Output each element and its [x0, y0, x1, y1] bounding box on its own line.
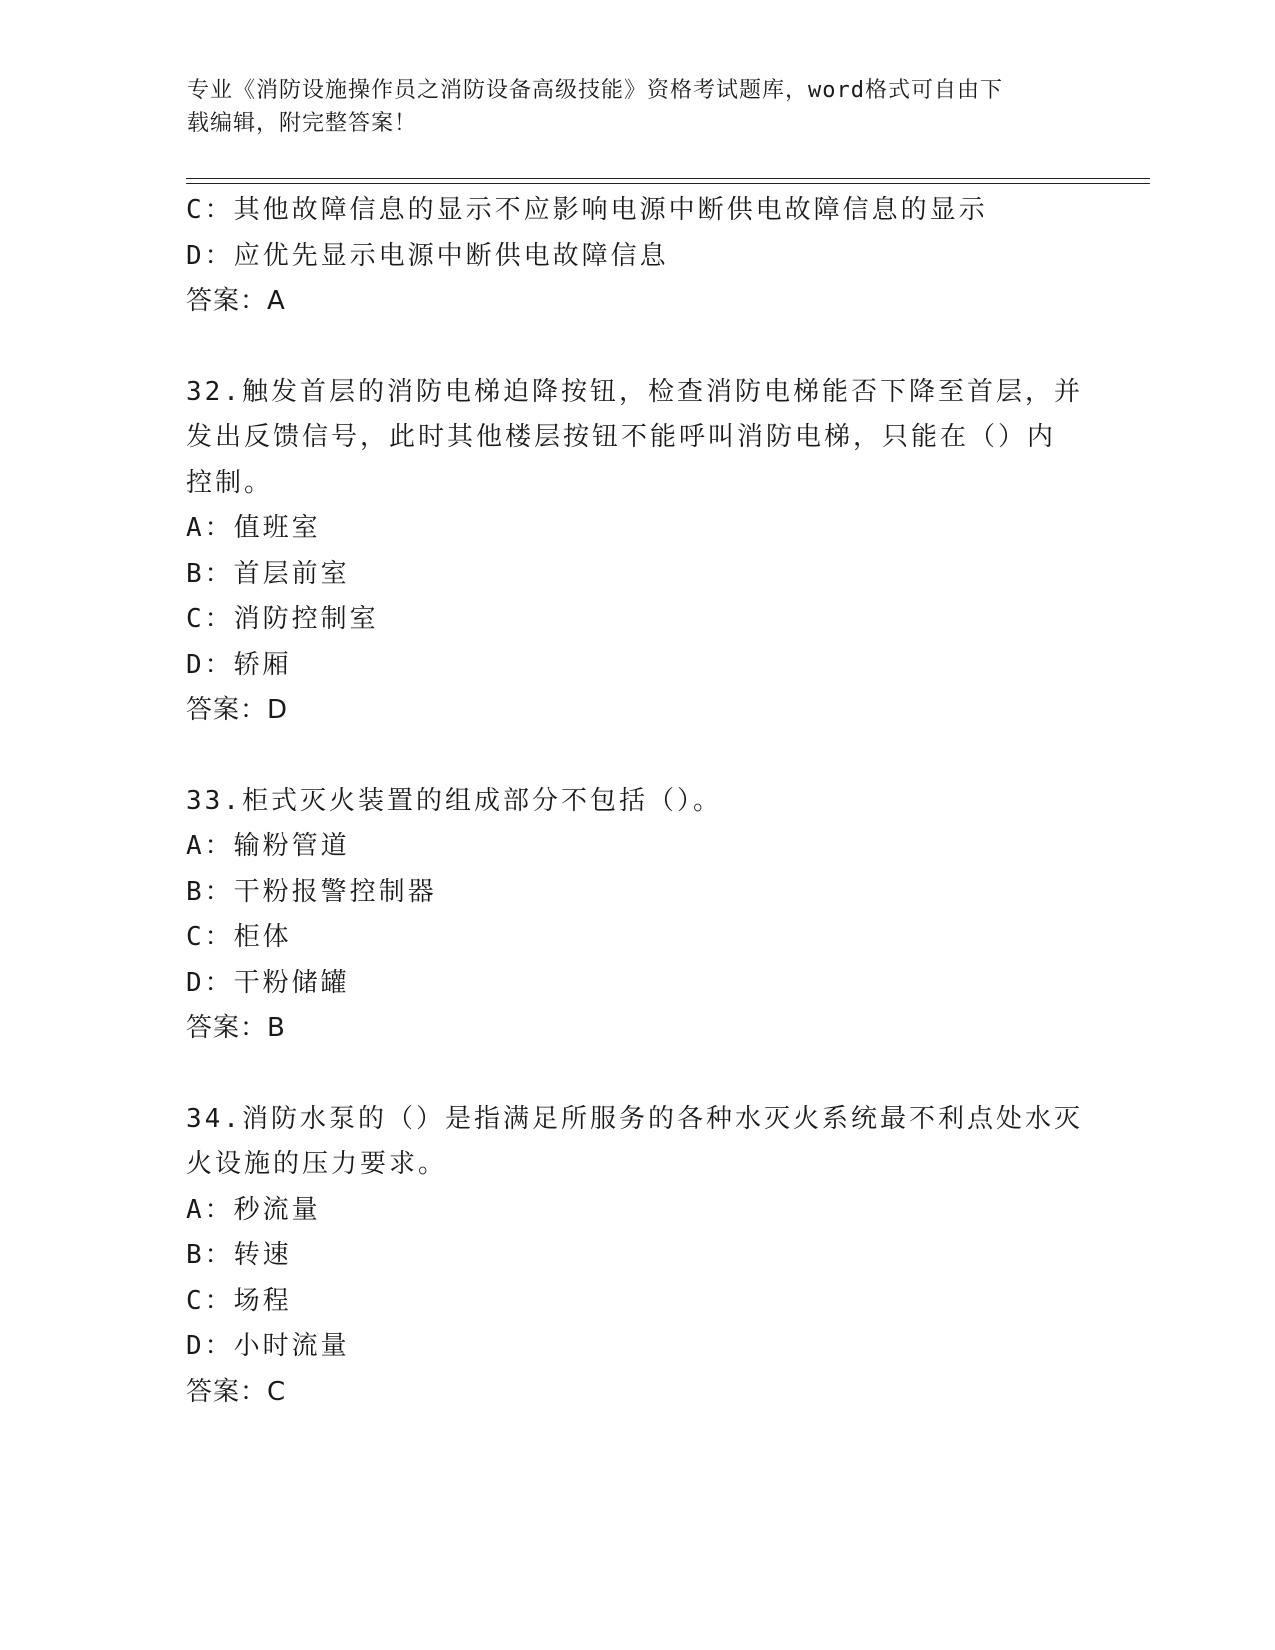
question-31-tail: [186, 188, 1086, 325]
option-d: D：轿厢: [186, 649, 292, 680]
question-stem-line: 34.消防水泵的（）是指满足所服务的各种水灭火系统最不利点处水灭: [186, 1103, 1083, 1134]
answer-line: 答案：A: [186, 286, 286, 316]
header-line-1: 专业《消防设施操作员之消防设备高级技能》资格考试题库，word格式可自由下: [187, 78, 1003, 103]
question-stem-line: 33.柜式灭火装置的组成部分不包括（）。: [186, 785, 722, 816]
option-c: C：柜体: [186, 922, 292, 952]
option-a: A：输粉管道: [186, 831, 350, 861]
question-stem-line: 火设施的压力要求。: [186, 1149, 448, 1179]
answer-line: 答案：B: [186, 1013, 286, 1043]
document-header: [187, 74, 1077, 140]
question-list: [186, 188, 1086, 1415]
question-stem-line: 控制。: [186, 467, 274, 498]
option-a: A：秒流量: [186, 1194, 321, 1225]
option-c: C：其他故障信息的显示不应影响电源中断供电故障信息的显示: [186, 195, 988, 225]
option-a: A：值班室: [186, 513, 321, 543]
option-c: C：消防控制室: [186, 604, 379, 634]
header-divider-top: [186, 178, 1150, 179]
question-33: [186, 779, 1086, 1052]
option-c: C：场程: [186, 1285, 292, 1316]
option-d: D：应优先显示电源中断供电故障信息: [186, 240, 669, 271]
option-b: B：转速: [186, 1240, 292, 1270]
option-d: D：干粉储罐: [186, 967, 350, 998]
question-stem-line: 发出反馈信号，此时其他楼层按钮不能呼叫消防电梯，只能在（）内: [186, 422, 1057, 452]
answer-line: 答案：C: [186, 1376, 287, 1407]
question-stem-line: 32.触发首层的消防电梯迫降按钮，检查消防电梯能否下降至首层，并: [186, 376, 1083, 407]
question-32: [186, 370, 1086, 734]
spacer: [186, 1052, 1086, 1097]
spacer: [186, 325, 1086, 370]
header-line-2: 载编辑，附完整答案！: [187, 111, 418, 136]
answer-line: 答案：D: [186, 695, 289, 725]
option-b: B：干粉报警控制器: [186, 876, 437, 907]
question-34: [186, 1097, 1086, 1416]
header-divider-bottom: [186, 183, 1150, 184]
option-b: B：首层前室: [186, 558, 350, 589]
option-d: D：小时流量: [186, 1331, 350, 1361]
spacer: [186, 734, 1086, 779]
